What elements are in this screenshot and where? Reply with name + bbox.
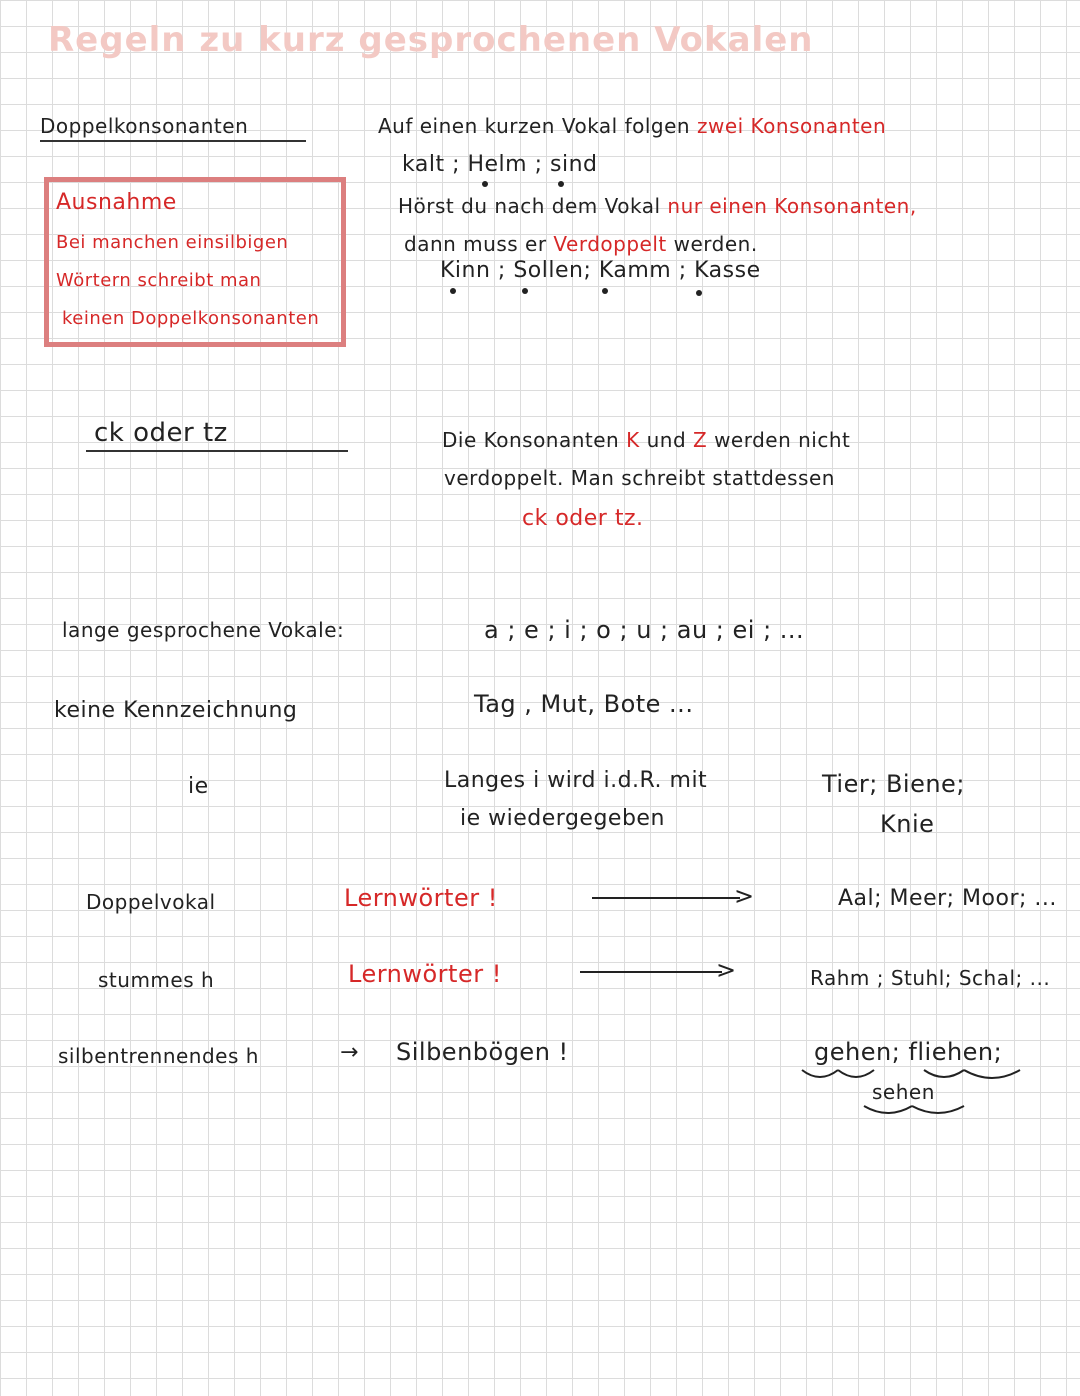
rule-text: Hörst du nach dem Vokal xyxy=(398,194,661,218)
label-doppelvokal: Doppelvokal xyxy=(86,890,216,914)
syllable-arc xyxy=(924,1070,964,1077)
label-stummes-h: stummes h xyxy=(98,968,215,992)
examples-gehen-fliehen: gehen; fliehen; xyxy=(814,1038,1003,1066)
rule-text: Auf einen kurzen Vokal folgen xyxy=(378,114,691,138)
exception-label: Ausnahme xyxy=(56,190,177,215)
syllable-arc xyxy=(838,1070,874,1077)
rule-text: werden nicht xyxy=(714,428,851,452)
syllable-arc xyxy=(912,1106,964,1113)
examples-kalt-helm-sind: kalt ; Helm ; sind xyxy=(402,152,598,177)
syllable-arc xyxy=(864,1106,912,1113)
rule-verdoppelt-stattdessen: verdoppelt. Man schreibt stattdessen xyxy=(444,466,835,490)
label-silbentrennendes-h: silbentrennendes h xyxy=(58,1044,259,1068)
note-lernwoerter: Lernwörter ! xyxy=(348,960,502,988)
arrow-head-icon: > xyxy=(716,956,737,984)
rule-highlight-k: K xyxy=(626,428,640,452)
exception-line1: Bei manchen einsilbigen xyxy=(56,232,289,253)
label-ie: ie xyxy=(188,774,209,799)
note-lernwoerter: Lernwörter ! xyxy=(344,884,498,912)
arrow-icon: → xyxy=(340,1040,359,1065)
rule-ie-wiedergegeben: ie wiedergegeben xyxy=(460,806,665,831)
examples-tag-mut-bote: Tag , Mut, Bote ... xyxy=(474,690,694,718)
rule-highlight-z: Z xyxy=(693,428,708,452)
rule-text: werden. xyxy=(673,232,758,256)
heading-ck-oder-tz: ck oder tz xyxy=(86,418,348,452)
vowel-list: a ; e ; i ; o ; u ; au ; ei ; ... xyxy=(484,616,805,644)
examples-tier-biene: Tier; Biene; xyxy=(822,770,965,798)
examples-knie: Knie xyxy=(880,810,935,838)
heading-lange-vokale: lange gesprochene Vokale: xyxy=(62,618,345,642)
label-keine-kennzeichnung: keine Kennzeichnung xyxy=(54,698,298,723)
heading-doppelkonsonanten: Doppelkonsonanten xyxy=(40,114,306,142)
syllable-arc xyxy=(964,1070,1020,1078)
rule-highlight: Verdoppelt xyxy=(553,232,667,256)
examples-aal-meer-moor: Aal; Meer; Moor; ... xyxy=(838,886,1057,911)
rule-ck-oder-tz: ck oder tz. xyxy=(522,506,644,531)
syllable-arc xyxy=(802,1070,838,1077)
exception-line2: Wörtern schreibt man xyxy=(56,270,262,291)
page-title: Regeln zu kurz gesprochenen Vokalen xyxy=(48,20,814,60)
rule-text: Die Konsonanten xyxy=(442,428,620,452)
exception-line3: keinen Doppelkonsonanten xyxy=(62,308,320,329)
rule-highlight: nur einen Konsonanten, xyxy=(667,194,917,218)
note-silbenboegen: Silbenbögen ! xyxy=(396,1038,569,1066)
arrow-head-icon: > xyxy=(734,882,755,910)
examples-rahm-stuhl-schal: Rahm ; Stuhl; Schal; ... xyxy=(810,966,1051,990)
rule-langes-i: Langes i wird i.d.R. mit xyxy=(444,768,708,793)
examples-kinn-sollen: Kinn ; Sollen; Kamm ; Kasse xyxy=(440,258,761,283)
rule-highlight: zwei Konsonanten xyxy=(696,114,887,138)
examples-sehen: sehen xyxy=(872,1080,935,1104)
rule-text: dann muss er xyxy=(404,232,547,256)
rule-text: und xyxy=(646,428,687,452)
